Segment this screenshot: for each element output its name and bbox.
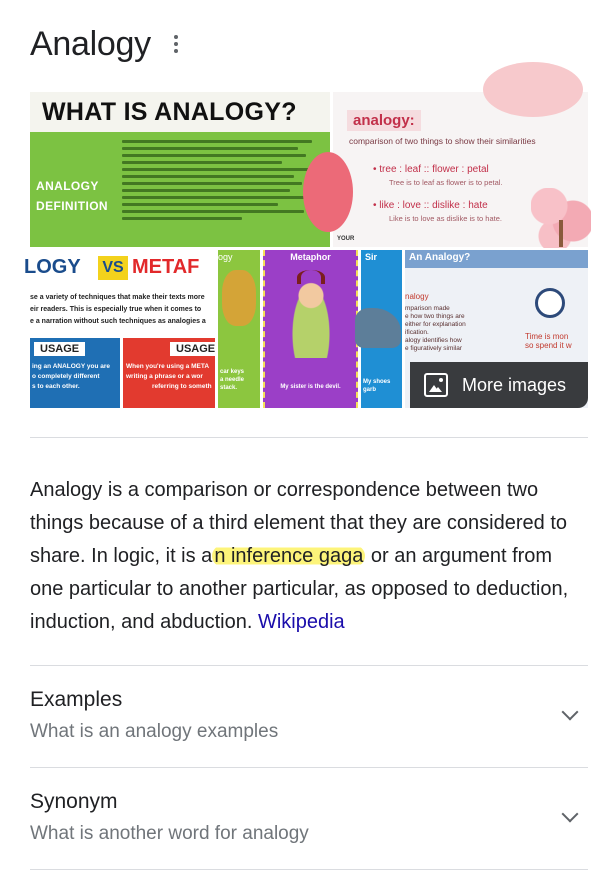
image-icon: [424, 373, 448, 397]
image-headline: WHAT IS ANALOGY?: [42, 98, 297, 126]
image-text-line: so spend it w: [525, 341, 572, 350]
image-subtitle: comparison of two things to show their similarities: [349, 136, 536, 146]
image-caption: a needle: [220, 377, 245, 383]
image-text-line: se a variety of techniques that make their texts more: [30, 294, 205, 301]
image-text-line: o completely different: [32, 373, 100, 380]
image-label: ogy: [218, 252, 233, 262]
examples-expander[interactable]: [30, 666, 588, 766]
expander-title: Synonym: [30, 790, 118, 813]
image-label: DEFINITION: [36, 199, 108, 213]
image-example-note: Tree is to leaf as flower is to petal.: [389, 178, 503, 187]
image-text-block: [122, 140, 322, 224]
image-word: nalogy: [405, 292, 429, 301]
more-options-icon[interactable]: [169, 32, 183, 56]
description-text: or an argument from one particular to another particular, as opposed to deduction, induction, and abduction.: [30, 545, 569, 633]
panel-title: Analogy: [30, 24, 151, 63]
divider: [30, 869, 588, 870]
image-text-line: e how two things are: [405, 313, 465, 320]
image-caption: My shoes: [363, 379, 391, 385]
divider: [30, 437, 588, 438]
image-heading: LOGY: [24, 256, 81, 278]
expander-title: Examples: [30, 688, 123, 711]
image-text-line: s to each other.: [32, 383, 80, 390]
image-text-line: e figuratively similar: [405, 345, 463, 352]
image-badge: YOUR: [337, 236, 355, 242]
usage-label: USAGE: [170, 342, 221, 356]
image-example: • like : love :: dislike : hate: [373, 200, 488, 211]
wikipedia-link[interactable]: Wikipedia: [257, 611, 345, 633]
image-caption: car keys: [220, 369, 245, 375]
image-text-line: mparison made: [405, 305, 450, 312]
image-text-line: When you're using a META: [126, 363, 210, 370]
image-heading: An Analogy?: [409, 252, 471, 263]
expander-subtitle: What is an analogy examples: [30, 721, 279, 742]
image-label: Metaphor: [290, 252, 331, 262]
more-images-label: More images: [462, 374, 567, 395]
image-text-line: eir readers. This is especially true when it comes to: [30, 306, 202, 313]
vs-badge: VS: [98, 256, 128, 280]
image-text-line: either for explanation: [405, 321, 466, 328]
image-text-line: ing an ANALOGY you are: [32, 363, 111, 370]
object-icon: [222, 270, 256, 326]
synonym-expander[interactable]: [30, 768, 588, 868]
chevron-down-icon[interactable]: [562, 806, 579, 823]
image-text-line: writing a phrase or a wor: [126, 373, 203, 380]
image-caption: garb: [363, 387, 377, 393]
image-what-is-analogy[interactable]: [30, 92, 330, 247]
image-label: ANALOGY: [36, 179, 99, 193]
image-analogy-green[interactable]: [218, 250, 260, 408]
image-metaphor[interactable]: [263, 250, 358, 408]
image-text-line: ification.: [405, 329, 429, 336]
expander-subtitle: What is another word for analogy: [30, 823, 309, 844]
image-word: analogy:: [347, 110, 421, 131]
description: [30, 474, 585, 639]
image-example-note: Like is to love as dislike is to hate.: [389, 214, 502, 223]
image-label: Sir: [365, 252, 378, 262]
image-caption: stack.: [220, 385, 238, 391]
image-text-line: alogy identifies how: [405, 337, 462, 344]
panel-header: [30, 22, 183, 66]
more-images-button[interactable]: [410, 362, 588, 408]
clock-icon: [535, 288, 565, 318]
devil-illustration-icon: [289, 278, 333, 358]
image-text-line: referring to someth: [152, 383, 212, 390]
image-example: • tree : leaf :: flower : petal: [373, 164, 489, 175]
usage-label: USAGE: [34, 342, 85, 356]
image-grid: [24, 92, 588, 408]
image-analogy-vs-metaphor[interactable]: [24, 250, 216, 408]
image-text-line: e a narration without such techniques as analogies a: [30, 318, 206, 325]
image-simile[interactable]: [361, 250, 402, 408]
chevron-down-icon[interactable]: [562, 704, 579, 721]
highlighted-text: n inference gaga: [214, 545, 364, 567]
shoe-icon: [355, 308, 401, 348]
image-caption: My sister is the devil.: [280, 384, 341, 390]
description-text: Analogy is a comparison or correspondence between two things because of a third element that they are considered to share. In logic, it is a: [30, 479, 568, 567]
image-analogy-definition[interactable]: [333, 92, 588, 247]
image-heading: METAF: [132, 256, 200, 278]
image-text-line: Time is mon: [525, 332, 569, 341]
